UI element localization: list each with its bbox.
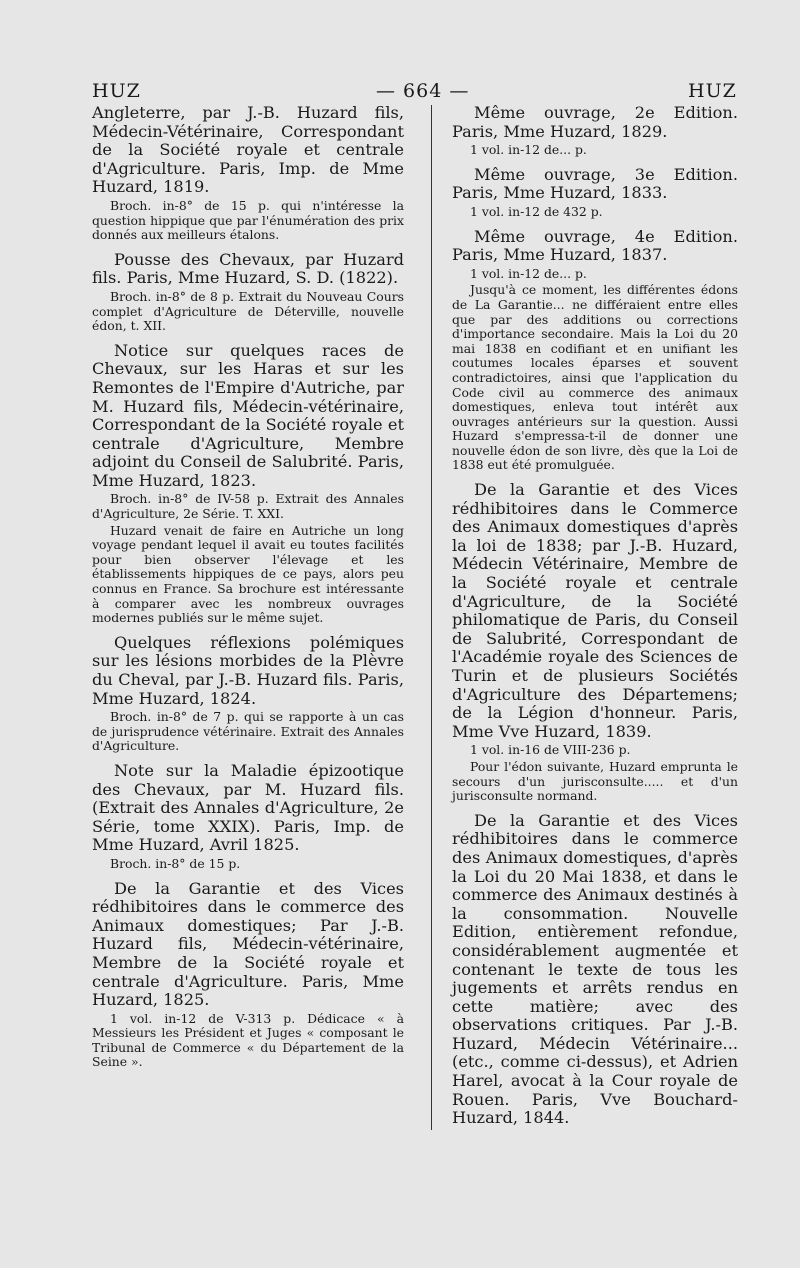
right-column xyxy=(452,104,738,1136)
bibliography-entry xyxy=(452,812,738,1128)
entry-note: 1 vol. in-12 de V-313 p. Dédicace « à Messieurs les Président et Juges « composant le Tribunal de Commerce « du Département de la Seine ». xyxy=(92,1010,404,1070)
entry-title: De la Garantie et des Vices rédhibitoires dans le commerce des Animaux domestiques, d'après la Loi du 20 Mai 1838, et dans le commerce des Animaux destinés à la consommation. Nouvelle Edition, entièrement refondue, considérablement augmentée et contenant le texte de tous les jugements et arrêts rendus en cette matière; avec des observations critiques. Par J.-B. Huzard, Médecin Vétérinaire... (etc., comme ci-dessus), et Adrien Harel, avocat à la Cour royale de Rouen. Paris, Vve Bouchard-Huzard, 1844. xyxy=(452,810,738,1128)
bibliography-entry xyxy=(92,104,404,243)
column-divider xyxy=(431,105,432,1130)
running-head-right: HUZ xyxy=(688,80,737,102)
bibliography-entry xyxy=(452,481,738,804)
entry-title: Note sur la Maladie épizootique des Chevaux, par M. Huzard fils. (Extrait des Annales d'Agriculture, 2e Série, tome XXIX). Paris, Imp. de Mme Huzard, Avril 1825. xyxy=(92,760,404,855)
entry-note: Broch. in-8° de 15 p. qui n'intéresse la question hippique que par l'énumération des prix donnés aux meilleurs étalons. xyxy=(92,197,404,243)
bibliography-entry xyxy=(92,880,404,1071)
entry-note: Jusqu'à ce moment, les différentes édons de La Garantie... ne différaient entre elles que par des additions ou corrections d'importance secondaire. Mais la Loi du 20 mai 1838 en codifiant et en unifiant les coutumes locales éparses et souvent contradictoires, ainsi que l'application du Code civil au commerce des animaux domestiques, enleva tout intérêt aux ouvrages antérieurs sur la question. Aussi Huzard s'empressa-t-il de donner une nouvelle édon de son livre, dès que la Loi de 1838 eut été promulguée. xyxy=(452,282,738,473)
bibliography-entry xyxy=(92,251,404,334)
entry-note: Broch. in-8° de 7 p. qui se rapporte à un cas de jurisprudence vétérinaire. Extrait des Annales d'Agriculture. xyxy=(92,709,404,754)
entry-note: Huzard venait de faire en Autriche un long voyage pendant lequel il avait eu toutes facilités pour bien observer l'élevage et les établissements hippiques de ce pays, alors peu connus en France. Sa brochure est intéressante à comparer avec les nombreux ouvrages modernes publiés sur le même sujet. xyxy=(92,522,404,626)
bibliography-entry xyxy=(452,228,738,474)
entry-note: Broch. in-8° de 8 p. Extrait du Nouveau Cours complet d'Agriculture de Déterville, nouvelle édon, t. XII. xyxy=(92,288,404,334)
left-column xyxy=(92,104,404,1078)
entry-title: Même ouvrage, 4e Edition. Paris, Mme Huzard, 1837. xyxy=(452,226,738,265)
bibliography-entry xyxy=(92,342,404,626)
entry-title: De la Garantie et des Vices rédhibitoires dans le Commerce des Animaux domestiques d'après la loi de 1838; par J.-B. Huzard, Médecin Vétérinaire, Membre de la Société royale et centrale d'Agriculture, de la Société philomatique de Paris, du Conseil de Salubrité, Correspondant de l'Académie royale des Sciences de Turin et de plusieurs Sociétés d'Agriculture des Départemens; de la Légion d'honneur. Paris, Mme Vve Huzard, 1839. xyxy=(452,480,738,741)
entry-title: Même ouvrage, 2e Edition. Paris, Mme Huzard, 1829. xyxy=(452,103,738,141)
bibliography-entry xyxy=(452,166,738,220)
page-number: — 664 — xyxy=(376,80,470,102)
bibliography-entry xyxy=(452,104,738,158)
entry-note: 1 vol. in-12 de... p. xyxy=(470,265,587,281)
entry-note: 1 vol. in-12 de 432 p. xyxy=(470,203,603,219)
entry-note: 1 vol. in-12 de... p. xyxy=(470,142,587,158)
entry-title: Notice sur quelques races de Chevaux, sur les Haras et sur les Remontes de l'Empire d'Autriche, par M. Huzard fils, Médecin-vétérinaire, Correspondant de la Société royale et centrale d'Agriculture, Membre adjoint du Conseil de Salubrité. Paris, Mme Huzard, 1823. xyxy=(92,340,404,490)
running-head-left: HUZ xyxy=(92,80,141,102)
entry-note: 1 vol. in-16 de VIII-236 p. xyxy=(470,742,631,758)
entry-note: Broch. in-8° de 15 p. xyxy=(110,855,241,871)
entry-title: De la Garantie et des Vices rédhibitoires dans le commerce des Animaux domestiques; Par J.-B. Huzard fils, Médecin-vétérinaire, Membre de la Société royale et centrale d'Agriculture. Paris, Mme Huzard, 1825. xyxy=(92,878,404,1010)
entry-note: Broch. in-8° de IV-58 p. Extrait des Annales d'Agriculture, 2e Série. T. XXI. xyxy=(92,491,404,522)
bibliography-entry xyxy=(92,634,404,754)
bibliography-entry xyxy=(92,762,404,872)
entry-title: Angleterre, par J.-B. Huzard fils, Médecin-Vétérinaire, Correspondant de la Société royale et centrale d'Agriculture. Paris, Imp. de Mme Huzard, 1819. xyxy=(92,103,404,197)
entry-title: Quelques réflexions polémiques sur les lésions morbides de la Plèvre du Cheval, par J.-B. Huzard fils. Paris, Mme Huzard, 1824. xyxy=(92,632,404,708)
entry-title: Même ouvrage, 3e Edition. Paris, Mme Huzard, 1833. xyxy=(452,164,738,203)
entry-title: Pousse des Chevaux, par Huzard fils. Paris, Mme Huzard, S. D. (1822). xyxy=(92,249,404,288)
entry-note: Pour l'édon suivante, Huzard emprunta le secours d'un jurisconsulte..... et d'un jurisconsulte normand. xyxy=(452,758,738,804)
